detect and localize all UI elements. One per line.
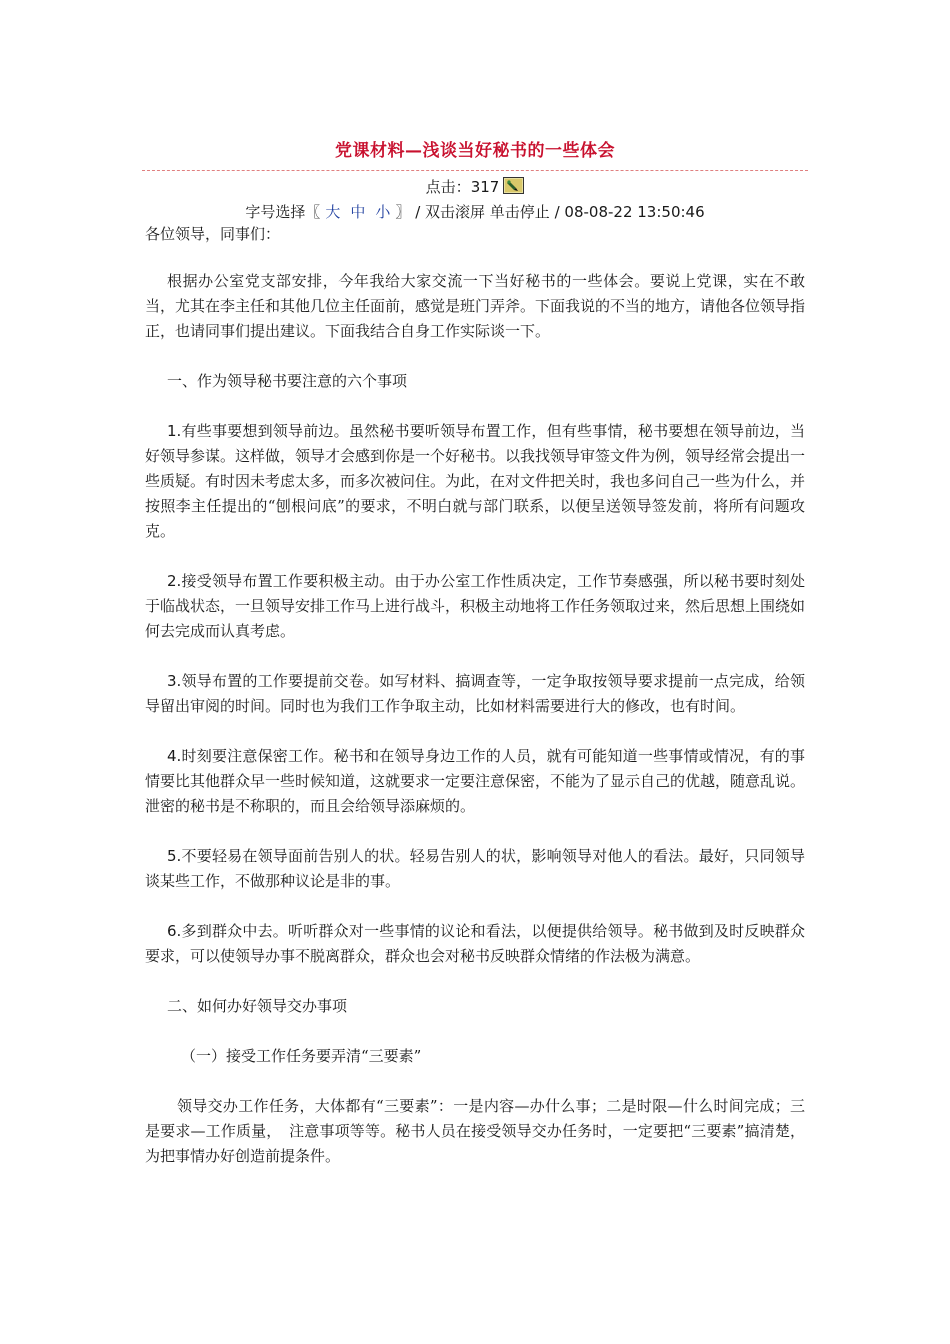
list-item-number: 5. <box>167 847 182 865</box>
list-item <box>145 669 805 719</box>
click-count-value: 317 <box>470 178 500 196</box>
list-item-text: 多到群众中去。听听群众对一些事情的议论和看法，以便提供给领导。秘书做到及时反映群众要求，可以使领导办事不脱离群众，群众也会对秘书反映群众情绪的作法极为满意。 <box>145 922 805 965</box>
list-item-number: 1. <box>167 422 182 440</box>
section-heading-2: 二、如何办好领导交办事项 <box>167 997 348 1015</box>
font-size-small-link[interactable]: 小 <box>375 203 391 221</box>
list-item-number: 6. <box>167 922 182 940</box>
section-heading-1: 一、作为领导秘书要注意的六个事项 <box>167 372 408 390</box>
click-count-label: 点击： <box>425 178 471 196</box>
pencil-note-icon[interactable] <box>503 177 524 194</box>
list-item <box>145 844 805 894</box>
separator: / <box>410 203 426 221</box>
click-count-line <box>145 176 805 197</box>
scroll-hint: 双击滚屏 单击停止 <box>425 203 550 221</box>
article-title: 党课材料—浅谈当好秘书的一些体会 <box>335 141 615 161</box>
intro-paragraph: 根据办公室党支部安排，今年我给大家交流一下当好秘书的一些体会。要说上党课，实在不敢当，尤其在李主任和其他几位主任面前，感觉是班门弄斧。下面我说的不当的地方，请他各位领导指正，也请同事们提出建议。下面我结合自身工作实际谈一下。 <box>145 272 806 340</box>
subsection-paragraph: 领导交办工作任务，大体都有“三要素”：一是内容—办什么事；二是时限—什么时间完成；三是要求—工作质量， 注意事项等等。秘书人员在接受领导交办任务时，一定要把“三要素”搞清楚，为把事情办好创造前提条件。 <box>145 1097 805 1165</box>
font-size-selector-prefix: 字号选择〖 <box>245 203 321 221</box>
list-item-number: 4. <box>167 747 182 765</box>
article-body <box>145 222 805 1194</box>
title-divider <box>142 170 808 171</box>
list-item <box>145 569 805 644</box>
font-size-selector-line <box>145 201 805 222</box>
subsection-heading-1: （一）接受工作任务要弄清“三要素” <box>181 1047 422 1065</box>
publish-datetime: 08-08-22 13:50:46 <box>564 203 705 221</box>
list-item-text: 接受领导布置工作要积极主动。由于办公室工作性质决定，工作节奏感强，所以秘书要时刻处于临战状态，一旦领导安排工作马上进行战斗，积极主动地将工作任务领取过来，然后思想上围绕如何去完成而认真考虑。 <box>145 572 806 640</box>
list-item-text: 时刻要注意保密工作。秘书和在领导身边工作的人员，就有可能知道一些事情或情况，有的事情要比其他群众早一些时候知道，这就要求一定要注意保密，不能为了显示自己的优越，随意乱说。泄密的秘书是不称职的，而且会给领导添麻烦的。 <box>145 747 806 815</box>
separator: / <box>549 203 565 221</box>
font-size-medium-link[interactable]: 中 <box>350 203 366 221</box>
list-item-text: 有些事要想到领导前边。虽然秘书要听领导布置工作，但有些事情，秘书要想在领导前边，当好领导参谋。这样做，领导才会感到你是一个好秘书。以我找领导审签文件为例，领导经常会提出一些质疑。有时因未考虑太多，而多次被问住。为此，在对文件把关时，我也多问自己一些为什么，并按照李主任提出的“刨根问底”的要求，不明白就与部门联系，以便呈送领导签发前，将所有问题攻克。 <box>145 422 806 540</box>
list-item <box>145 919 805 969</box>
list-item-number: 2. <box>167 572 182 590</box>
list-item-text: 领导布置的工作要提前交卷。如写材料、搞调查等，一定争取按领导要求提前一点完成，给领导留出审阅的时间。同时也为我们工作争取主动，比如材料需要进行大的修改，也有时间。 <box>145 672 805 715</box>
list-item <box>145 419 805 544</box>
list-item-number: 3. <box>167 672 182 690</box>
list-item-text: 不要轻易在领导面前告别人的状。轻易告别人的状，影响领导对他人的看法。最好，只同领导谈某些工作，不做那种议论是非的事。 <box>145 847 805 890</box>
list-item <box>145 744 805 819</box>
greeting: 各位领导，同事们： <box>145 225 281 243</box>
font-size-selector-suffix: 〗 <box>395 203 411 221</box>
font-size-large-link[interactable]: 大 <box>325 203 341 221</box>
